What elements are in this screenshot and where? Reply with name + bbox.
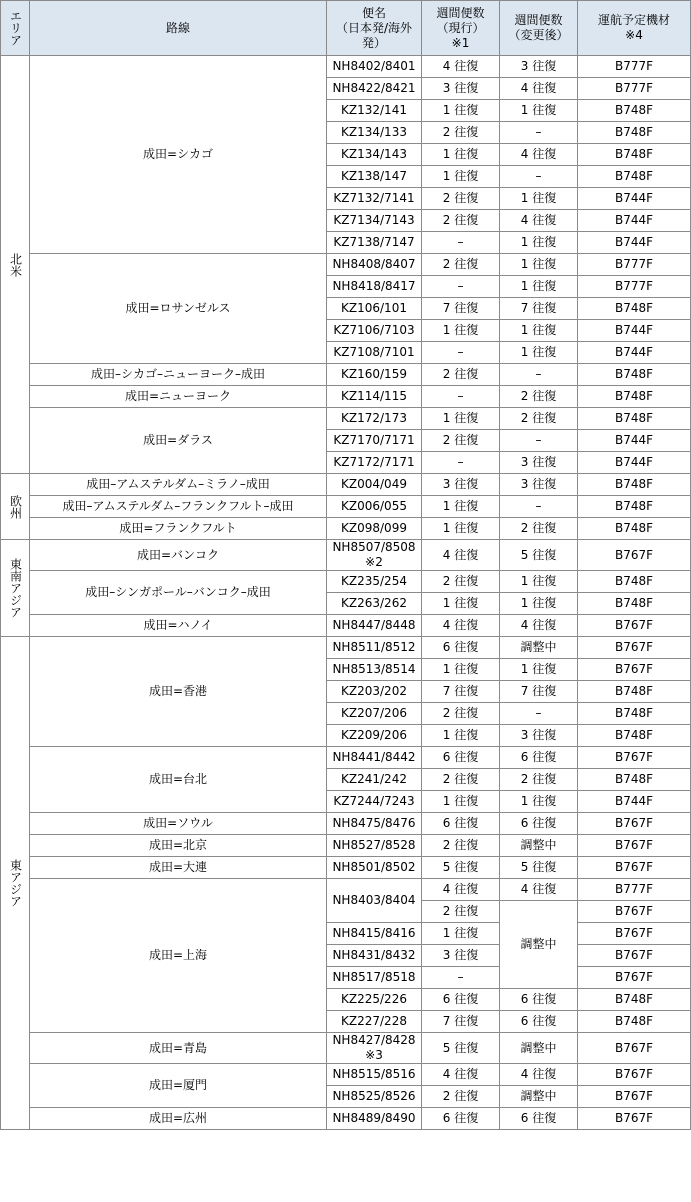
flight-cell: KZ241/242 bbox=[327, 769, 422, 791]
flight-cell: KZ7172/7171 bbox=[327, 452, 422, 474]
aircraft-cell: B748F bbox=[578, 408, 691, 430]
aircraft-cell: B767F bbox=[578, 1086, 691, 1108]
current-frequency-cell: 1 往復 bbox=[422, 725, 500, 747]
table-row bbox=[1, 879, 691, 901]
flight-cell: NH8527/8528 bbox=[327, 835, 422, 857]
table-row bbox=[1, 474, 691, 496]
current-frequency-cell: 7 往復 bbox=[422, 681, 500, 703]
current-frequency-cell: 3 往復 bbox=[422, 945, 500, 967]
route-cell: 成田=ダラス bbox=[30, 408, 327, 474]
aircraft-cell: B744F bbox=[578, 210, 691, 232]
flight-cell: NH8447/8448 bbox=[327, 615, 422, 637]
flight-cell: KZ207/206 bbox=[327, 703, 422, 725]
current-frequency-cell: 1 往復 bbox=[422, 408, 500, 430]
changed-frequency-cell: 4 往復 bbox=[500, 144, 578, 166]
route-cell: 成田–アムステルダム–フランクフルト–成田 bbox=[30, 496, 327, 518]
flight-cell: KZ7138/7147 bbox=[327, 232, 422, 254]
aircraft-cell: B767F bbox=[578, 637, 691, 659]
changed-frequency-cell: 1 往復 bbox=[500, 254, 578, 276]
aircraft-cell: B744F bbox=[578, 320, 691, 342]
table-row bbox=[1, 1064, 691, 1086]
aircraft-cell: B748F bbox=[578, 144, 691, 166]
aircraft-cell: B767F bbox=[578, 540, 691, 571]
current-frequency-cell: 3 往復 bbox=[422, 474, 500, 496]
route-cell: 成田=厦門 bbox=[30, 1064, 327, 1108]
area-cell: 東南アジア bbox=[1, 540, 30, 637]
changed-frequency-cell: 4 往復 bbox=[500, 879, 578, 901]
changed-frequency-cell: 1 往復 bbox=[500, 791, 578, 813]
flight-cell: KZ134/143 bbox=[327, 144, 422, 166]
table-row bbox=[1, 1033, 691, 1064]
flight-cell: KZ138/147 bbox=[327, 166, 422, 188]
current-frequency-cell: – bbox=[422, 452, 500, 474]
current-frequency-cell: – bbox=[422, 967, 500, 989]
aircraft-cell: B767F bbox=[578, 923, 691, 945]
area-cell: 北米 bbox=[1, 56, 30, 474]
flight-cell: NH8507/8508 ※2 bbox=[327, 540, 422, 571]
aircraft-cell: B767F bbox=[578, 835, 691, 857]
current-frequency-cell: – bbox=[422, 342, 500, 364]
flight-cell: NH8418/8417 bbox=[327, 276, 422, 298]
header-row bbox=[1, 1, 691, 56]
flight-cell: KZ209/206 bbox=[327, 725, 422, 747]
changed-frequency-cell: 3 往復 bbox=[500, 474, 578, 496]
flight-cell: KZ134/133 bbox=[327, 122, 422, 144]
current-frequency-cell: 2 往復 bbox=[422, 703, 500, 725]
flight-cell: NH8427/8428 ※3 bbox=[327, 1033, 422, 1064]
route-cell: 成田=香港 bbox=[30, 637, 327, 747]
aircraft-cell: B767F bbox=[578, 1064, 691, 1086]
changed-frequency-cell: 調整中 bbox=[500, 1086, 578, 1108]
flight-cell: NH8402/8401 bbox=[327, 56, 422, 78]
area-cell: 欧州 bbox=[1, 474, 30, 540]
table-row bbox=[1, 747, 691, 769]
table-row bbox=[1, 254, 691, 276]
aircraft-cell: B767F bbox=[578, 659, 691, 681]
current-frequency-cell: 1 往復 bbox=[422, 923, 500, 945]
route-cell: 成田=フランクフルト bbox=[30, 518, 327, 540]
aircraft-cell: B767F bbox=[578, 967, 691, 989]
current-frequency-cell: 1 往復 bbox=[422, 320, 500, 342]
current-frequency-cell: 6 往復 bbox=[422, 747, 500, 769]
current-frequency-cell: 2 往復 bbox=[422, 769, 500, 791]
aircraft-cell: B748F bbox=[578, 989, 691, 1011]
current-frequency-cell: 2 往復 bbox=[422, 254, 500, 276]
flight-cell: NH8517/8518 bbox=[327, 967, 422, 989]
changed-frequency-cell: 7 往復 bbox=[500, 298, 578, 320]
aircraft-cell: B777F bbox=[578, 276, 691, 298]
aircraft-cell: B777F bbox=[578, 78, 691, 100]
route-cell: 成田=青島 bbox=[30, 1033, 327, 1064]
flight-cell: KZ172/173 bbox=[327, 408, 422, 430]
flight-cell: KZ7132/7141 bbox=[327, 188, 422, 210]
changed-frequency-cell: 1 往復 bbox=[500, 659, 578, 681]
aircraft-cell: B767F bbox=[578, 747, 691, 769]
current-frequency-cell: 6 往復 bbox=[422, 1108, 500, 1130]
route-cell: 成田=ハノイ bbox=[30, 615, 327, 637]
aircraft-cell: B748F bbox=[578, 166, 691, 188]
current-frequency-cell: – bbox=[422, 276, 500, 298]
table-row bbox=[1, 857, 691, 879]
table-row bbox=[1, 364, 691, 386]
table-row bbox=[1, 615, 691, 637]
aircraft-cell: B748F bbox=[578, 681, 691, 703]
flight-cell: KZ203/202 bbox=[327, 681, 422, 703]
table-row bbox=[1, 56, 691, 78]
current-frequency-cell: 4 往復 bbox=[422, 56, 500, 78]
current-frequency-cell: 2 往復 bbox=[422, 901, 500, 923]
current-frequency-cell: 1 往復 bbox=[422, 496, 500, 518]
aircraft-cell: B744F bbox=[578, 232, 691, 254]
flight-cell: NH8441/8442 bbox=[327, 747, 422, 769]
changed-frequency-cell: 5 往復 bbox=[500, 857, 578, 879]
aircraft-cell: B748F bbox=[578, 593, 691, 615]
flight-cell: KZ098/099 bbox=[327, 518, 422, 540]
aircraft-cell: B748F bbox=[578, 496, 691, 518]
changed-frequency-cell: 4 往復 bbox=[500, 1064, 578, 1086]
aircraft-cell: B767F bbox=[578, 857, 691, 879]
flight-cell: NH8515/8516 bbox=[327, 1064, 422, 1086]
current-frequency-cell: 2 往復 bbox=[422, 430, 500, 452]
flight-cell: NH8511/8512 bbox=[327, 637, 422, 659]
table-row bbox=[1, 408, 691, 430]
route-cell: 成田–シカゴ–ニューヨーク–成田 bbox=[30, 364, 327, 386]
aircraft-cell: B777F bbox=[578, 56, 691, 78]
flight-cell: KZ235/254 bbox=[327, 571, 422, 593]
changed-frequency-cell: 2 往復 bbox=[500, 769, 578, 791]
changed-frequency-cell: – bbox=[500, 703, 578, 725]
route-cell: 成田=ソウル bbox=[30, 813, 327, 835]
aircraft-cell: B767F bbox=[578, 901, 691, 923]
table-row bbox=[1, 835, 691, 857]
aircraft-cell: B744F bbox=[578, 342, 691, 364]
aircraft-cell: B767F bbox=[578, 615, 691, 637]
changed-frequency-cell: 1 往復 bbox=[500, 320, 578, 342]
route-cell: 成田=シカゴ bbox=[30, 56, 327, 254]
flight-cell: NH8489/8490 bbox=[327, 1108, 422, 1130]
table-row bbox=[1, 571, 691, 593]
current-frequency-cell: 3 往復 bbox=[422, 78, 500, 100]
changed-frequency-cell: 調整中 bbox=[500, 1033, 578, 1064]
flight-cell: NH8415/8416 bbox=[327, 923, 422, 945]
current-frequency-cell: – bbox=[422, 232, 500, 254]
flight-cell: NH8403/8404 bbox=[327, 879, 422, 923]
area-cell: 東アジア bbox=[1, 637, 30, 1130]
aircraft-cell: B777F bbox=[578, 254, 691, 276]
current-frequency-cell: 2 往復 bbox=[422, 364, 500, 386]
aircraft-cell: B748F bbox=[578, 364, 691, 386]
current-frequency-cell: 1 往復 bbox=[422, 593, 500, 615]
flight-cell: KZ227/228 bbox=[327, 1011, 422, 1033]
current-frequency-cell: 2 往復 bbox=[422, 122, 500, 144]
flight-cell: KZ7244/7243 bbox=[327, 791, 422, 813]
current-frequency-cell: 6 往復 bbox=[422, 637, 500, 659]
aircraft-cell: B767F bbox=[578, 1108, 691, 1130]
changed-frequency-cell: 調整中 bbox=[500, 901, 578, 989]
table-row bbox=[1, 540, 691, 571]
flight-cell: KZ7106/7103 bbox=[327, 320, 422, 342]
aircraft-cell: B748F bbox=[578, 769, 691, 791]
flight-header: 便名 （日本発/海外発） bbox=[327, 1, 422, 56]
current-frequency-cell: 7 往復 bbox=[422, 1011, 500, 1033]
flight-cell: KZ160/159 bbox=[327, 364, 422, 386]
aircraft-cell: B748F bbox=[578, 474, 691, 496]
aircraft-cell: B748F bbox=[578, 703, 691, 725]
changed-frequency-cell: 1 往復 bbox=[500, 593, 578, 615]
flight-cell: KZ7170/7171 bbox=[327, 430, 422, 452]
aircraft-cell: B744F bbox=[578, 430, 691, 452]
changed-frequency-cell: 1 往復 bbox=[500, 232, 578, 254]
changed-frequency-cell: 1 往復 bbox=[500, 188, 578, 210]
route-cell: 成田=ロサンゼルス bbox=[30, 254, 327, 364]
aircraft-cell: B777F bbox=[578, 879, 691, 901]
table-row bbox=[1, 386, 691, 408]
aircraft-cell: B767F bbox=[578, 813, 691, 835]
aircraft-cell: B748F bbox=[578, 298, 691, 320]
flight-cell: KZ132/141 bbox=[327, 100, 422, 122]
aircraft-cell: B748F bbox=[578, 122, 691, 144]
flight-cell: NH8408/8407 bbox=[327, 254, 422, 276]
changed-frequency-cell: 4 往復 bbox=[500, 615, 578, 637]
changed-frequency-cell: 1 往復 bbox=[500, 276, 578, 298]
current-frequency-cell: 1 往復 bbox=[422, 100, 500, 122]
flight-cell: NH8525/8526 bbox=[327, 1086, 422, 1108]
current-frequency-cell: 6 往復 bbox=[422, 989, 500, 1011]
current-frequency-cell: 2 往復 bbox=[422, 210, 500, 232]
route-cell: 成田=北京 bbox=[30, 835, 327, 857]
aircraft-cell: B748F bbox=[578, 386, 691, 408]
table-row bbox=[1, 813, 691, 835]
current-frequency-cell: 2 往復 bbox=[422, 188, 500, 210]
changed-frequency-cell: 6 往復 bbox=[500, 1011, 578, 1033]
flight-cell: KZ114/115 bbox=[327, 386, 422, 408]
changed-frequency-cell: 4 往復 bbox=[500, 78, 578, 100]
area-header: エリア bbox=[1, 1, 30, 56]
flight-cell: KZ263/262 bbox=[327, 593, 422, 615]
current-frequency-cell: 7 往復 bbox=[422, 298, 500, 320]
current-frequency-cell: 5 往復 bbox=[422, 1033, 500, 1064]
changed-frequency-cell: 7 往復 bbox=[500, 681, 578, 703]
aircraft-cell: B748F bbox=[578, 1011, 691, 1033]
route-cell: 成田=ニューヨーク bbox=[30, 386, 327, 408]
route-cell: 成田–シンガポール–バンコク–成田 bbox=[30, 571, 327, 615]
aircraft-cell: B744F bbox=[578, 452, 691, 474]
changed-frequency-cell: 6 往復 bbox=[500, 813, 578, 835]
current-frequency-cell: 2 往復 bbox=[422, 835, 500, 857]
changed-frequency-cell: – bbox=[500, 364, 578, 386]
changed-frequency-cell: 調整中 bbox=[500, 637, 578, 659]
flight-cell: KZ006/055 bbox=[327, 496, 422, 518]
changed-frequency-cell: 3 往復 bbox=[500, 452, 578, 474]
flight-cell: NH8475/8476 bbox=[327, 813, 422, 835]
changed-frequency-cell: 3 往復 bbox=[500, 725, 578, 747]
table-row bbox=[1, 496, 691, 518]
current-frequency-cell: 2 往復 bbox=[422, 1086, 500, 1108]
changed-frequency-header: 週間便数 （変更後） bbox=[500, 1, 578, 56]
current-frequency-cell: 1 往復 bbox=[422, 518, 500, 540]
current-frequency-cell: 2 往復 bbox=[422, 571, 500, 593]
changed-frequency-cell: – bbox=[500, 122, 578, 144]
aircraft-cell: B767F bbox=[578, 945, 691, 967]
changed-frequency-cell: 5 往復 bbox=[500, 540, 578, 571]
flight-cell: NH8501/8502 bbox=[327, 857, 422, 879]
changed-frequency-cell: 6 往復 bbox=[500, 1108, 578, 1130]
route-cell: 成田=台北 bbox=[30, 747, 327, 813]
changed-frequency-cell: 6 往復 bbox=[500, 747, 578, 769]
changed-frequency-cell: 6 往復 bbox=[500, 989, 578, 1011]
current-frequency-cell: 4 往復 bbox=[422, 879, 500, 901]
aircraft-header: 運航予定機材 ※4 bbox=[578, 1, 691, 56]
changed-frequency-cell: 2 往復 bbox=[500, 518, 578, 540]
flight-cell: KZ225/226 bbox=[327, 989, 422, 1011]
route-cell: 成田=上海 bbox=[30, 879, 327, 1033]
current-frequency-header: 週間便数 （現行） ※1 bbox=[422, 1, 500, 56]
route-cell: 成田=広州 bbox=[30, 1108, 327, 1130]
aircraft-cell: B767F bbox=[578, 1033, 691, 1064]
changed-frequency-cell: 3 往復 bbox=[500, 56, 578, 78]
changed-frequency-cell: 2 往復 bbox=[500, 408, 578, 430]
aircraft-cell: B748F bbox=[578, 100, 691, 122]
current-frequency-cell: 4 往復 bbox=[422, 615, 500, 637]
route-cell: 成田=大連 bbox=[30, 857, 327, 879]
changed-frequency-cell: – bbox=[500, 430, 578, 452]
flight-cell: KZ004/049 bbox=[327, 474, 422, 496]
changed-frequency-cell: 1 往復 bbox=[500, 342, 578, 364]
flight-cell: KZ7134/7143 bbox=[327, 210, 422, 232]
changed-frequency-cell: 1 往復 bbox=[500, 100, 578, 122]
current-frequency-cell: 1 往復 bbox=[422, 144, 500, 166]
route-header: 路線 bbox=[30, 1, 327, 56]
table-row bbox=[1, 1108, 691, 1130]
flight-cell: KZ7108/7101 bbox=[327, 342, 422, 364]
changed-frequency-cell: 1 往復 bbox=[500, 571, 578, 593]
aircraft-cell: B748F bbox=[578, 571, 691, 593]
current-frequency-cell: 4 往復 bbox=[422, 540, 500, 571]
flight-cell: NH8513/8514 bbox=[327, 659, 422, 681]
current-frequency-cell: – bbox=[422, 386, 500, 408]
current-frequency-cell: 6 往復 bbox=[422, 813, 500, 835]
flight-cell: NH8431/8432 bbox=[327, 945, 422, 967]
current-frequency-cell: 1 往復 bbox=[422, 659, 500, 681]
changed-frequency-cell: 4 往復 bbox=[500, 210, 578, 232]
aircraft-cell: B748F bbox=[578, 725, 691, 747]
changed-frequency-cell: – bbox=[500, 496, 578, 518]
flight-cell: KZ106/101 bbox=[327, 298, 422, 320]
aircraft-cell: B744F bbox=[578, 188, 691, 210]
current-frequency-cell: 5 往復 bbox=[422, 857, 500, 879]
table-row bbox=[1, 518, 691, 540]
current-frequency-cell: 1 往復 bbox=[422, 166, 500, 188]
table-row bbox=[1, 637, 691, 659]
flight-cell: NH8422/8421 bbox=[327, 78, 422, 100]
current-frequency-cell: 1 往復 bbox=[422, 791, 500, 813]
changed-frequency-cell: 2 往復 bbox=[500, 386, 578, 408]
route-cell: 成田=バンコク bbox=[30, 540, 327, 571]
current-frequency-cell: 4 往復 bbox=[422, 1064, 500, 1086]
aircraft-cell: B744F bbox=[578, 791, 691, 813]
changed-frequency-cell: – bbox=[500, 166, 578, 188]
route-cell: 成田–アムステルダム–ミラノ–成田 bbox=[30, 474, 327, 496]
aircraft-cell: B748F bbox=[578, 518, 691, 540]
changed-frequency-cell: 調整中 bbox=[500, 835, 578, 857]
